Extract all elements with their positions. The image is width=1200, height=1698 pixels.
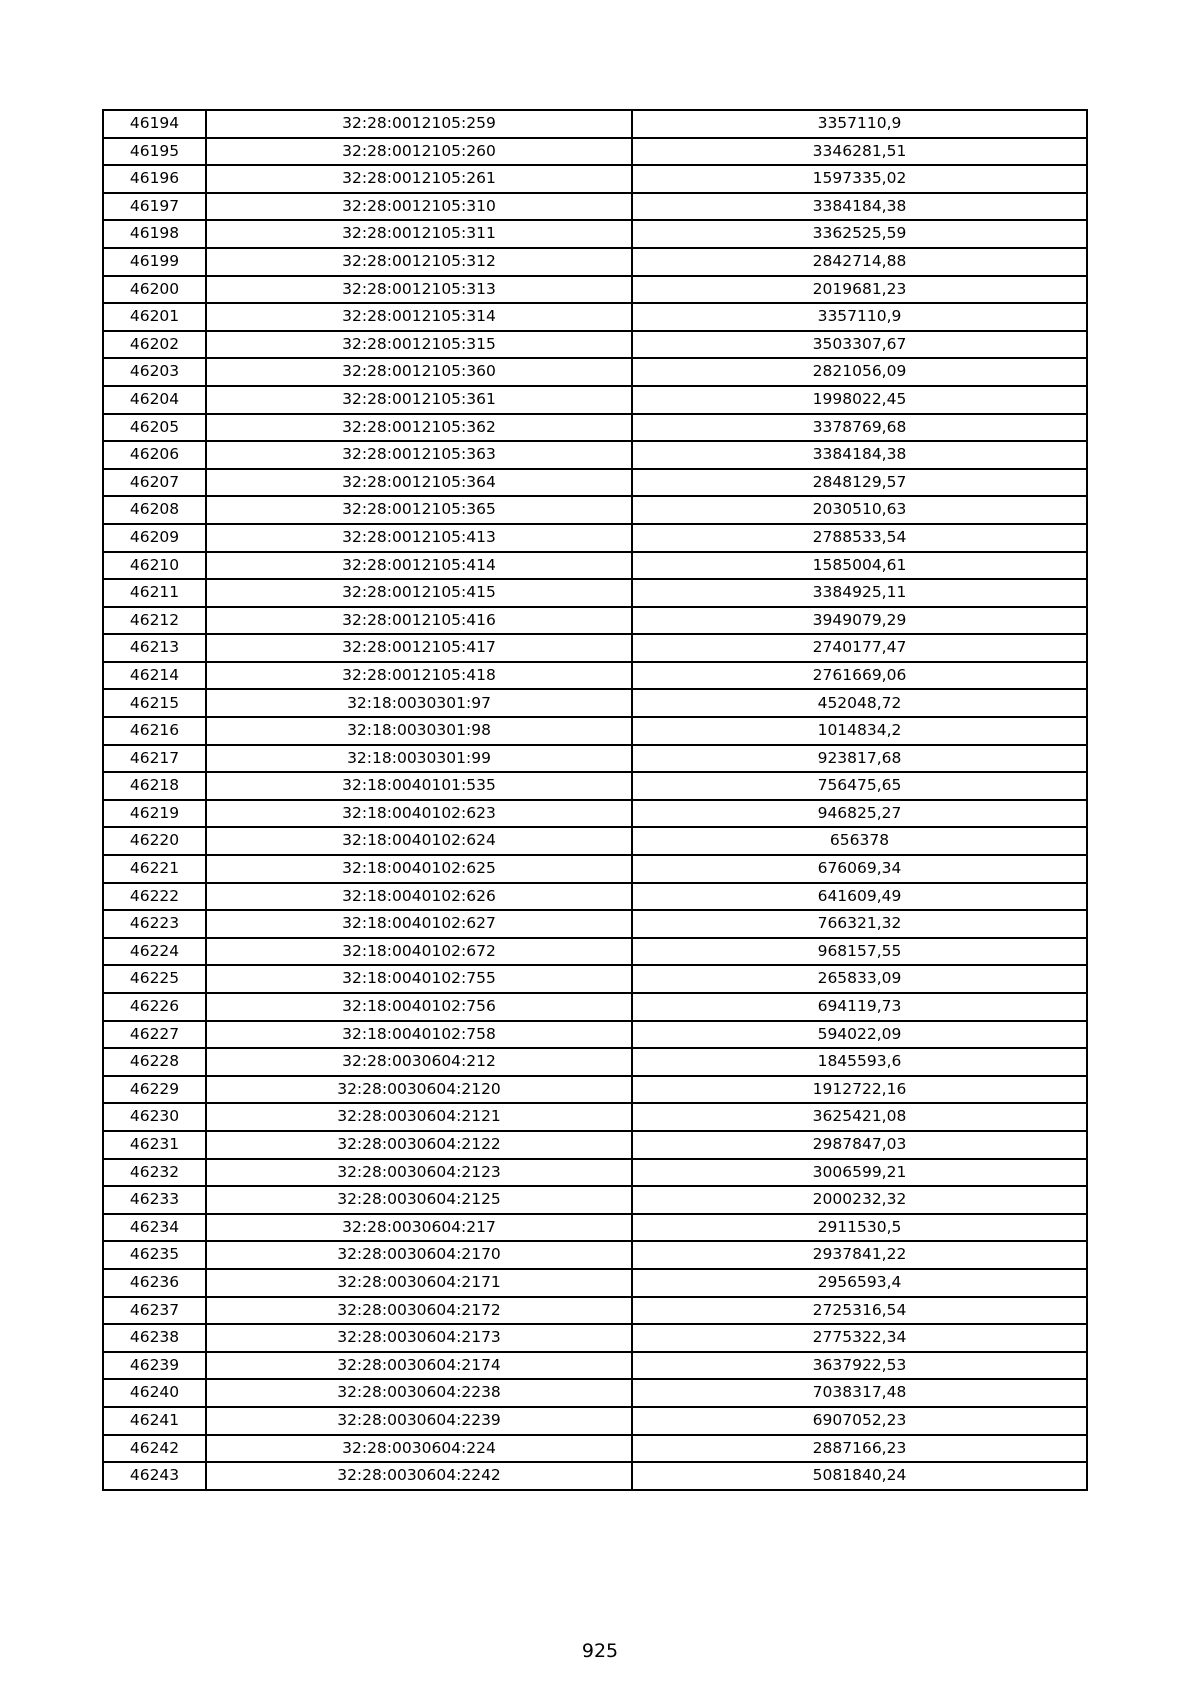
cadastral-number-cell: 32:18:0040102:755	[206, 965, 632, 993]
cadastral-number-cell: 32:18:0030301:97	[206, 689, 632, 717]
data-table	[102, 109, 1088, 1491]
row-number-cell: 46236	[103, 1269, 206, 1297]
row-number-cell: 46238	[103, 1324, 206, 1352]
cadastral-number-cell: 32:28:0030604:2170	[206, 1241, 632, 1269]
value-cell: 7038317,48	[632, 1379, 1087, 1407]
table-row	[103, 800, 1087, 828]
cadastral-number-cell: 32:28:0012105:261	[206, 165, 632, 193]
cadastral-number-cell: 32:28:0030604:2120	[206, 1076, 632, 1104]
row-number-cell: 46201	[103, 303, 206, 331]
cadastral-number-cell: 32:18:0040102:627	[206, 910, 632, 938]
value-cell: 2937841,22	[632, 1241, 1087, 1269]
row-number-cell: 46218	[103, 772, 206, 800]
row-number-cell: 46230	[103, 1103, 206, 1131]
value-cell: 946825,27	[632, 800, 1087, 828]
value-cell: 694119,73	[632, 993, 1087, 1021]
cadastral-number-cell: 32:18:0040102:672	[206, 938, 632, 966]
cadastral-number-cell: 32:28:0012105:315	[206, 331, 632, 359]
value-cell: 2987847,03	[632, 1131, 1087, 1159]
row-number-cell: 46240	[103, 1379, 206, 1407]
row-number-cell: 46208	[103, 496, 206, 524]
cadastral-number-cell: 32:28:0012105:260	[206, 138, 632, 166]
row-number-cell: 46243	[103, 1462, 206, 1490]
row-number-cell: 46223	[103, 910, 206, 938]
value-cell: 3362525,59	[632, 220, 1087, 248]
table-row	[103, 938, 1087, 966]
value-cell: 2887166,23	[632, 1435, 1087, 1463]
row-number-cell: 46213	[103, 634, 206, 662]
table-row	[103, 441, 1087, 469]
table-row	[103, 276, 1087, 304]
value-cell: 2911530,5	[632, 1214, 1087, 1242]
table-row	[103, 910, 1087, 938]
row-number-cell: 46194	[103, 110, 206, 138]
row-number-cell: 46216	[103, 717, 206, 745]
table-row	[103, 138, 1087, 166]
value-cell: 265833,09	[632, 965, 1087, 993]
table-row	[103, 524, 1087, 552]
cadastral-number-cell: 32:28:0012105:361	[206, 386, 632, 414]
row-number-cell: 46239	[103, 1352, 206, 1380]
table-row	[103, 965, 1087, 993]
row-number-cell: 46205	[103, 414, 206, 442]
table-row	[103, 1379, 1087, 1407]
row-number-cell: 46196	[103, 165, 206, 193]
value-cell: 641609,49	[632, 883, 1087, 911]
value-cell: 5081840,24	[632, 1462, 1087, 1490]
table-row	[103, 303, 1087, 331]
row-number-cell: 46242	[103, 1435, 206, 1463]
row-number-cell: 46227	[103, 1021, 206, 1049]
value-cell: 766321,32	[632, 910, 1087, 938]
row-number-cell: 46200	[103, 276, 206, 304]
table-row	[103, 1241, 1087, 1269]
value-cell: 2956593,4	[632, 1269, 1087, 1297]
table-row	[103, 358, 1087, 386]
table-row	[103, 386, 1087, 414]
cadastral-number-cell: 32:18:0030301:98	[206, 717, 632, 745]
table-row	[103, 662, 1087, 690]
row-number-cell: 46214	[103, 662, 206, 690]
row-number-cell: 46219	[103, 800, 206, 828]
table-row	[103, 248, 1087, 276]
table-row	[103, 607, 1087, 635]
cadastral-number-cell: 32:28:0030604:2123	[206, 1159, 632, 1187]
cadastral-number-cell: 32:28:0012105:312	[206, 248, 632, 276]
value-cell: 676069,34	[632, 855, 1087, 883]
table-row	[103, 634, 1087, 662]
row-number-cell: 46207	[103, 469, 206, 497]
table-row	[103, 193, 1087, 221]
row-number-cell: 46224	[103, 938, 206, 966]
table-row	[103, 1297, 1087, 1325]
value-cell: 656378	[632, 827, 1087, 855]
value-cell: 1585004,61	[632, 552, 1087, 580]
table-row	[103, 1462, 1087, 1490]
table-row	[103, 772, 1087, 800]
cadastral-number-cell: 32:28:0030604:2125	[206, 1186, 632, 1214]
cadastral-number-cell: 32:18:0030301:99	[206, 745, 632, 773]
row-number-cell: 46199	[103, 248, 206, 276]
value-cell: 1912722,16	[632, 1076, 1087, 1104]
value-cell: 2788533,54	[632, 524, 1087, 552]
row-number-cell: 46241	[103, 1407, 206, 1435]
cadastral-number-cell: 32:28:0012105:362	[206, 414, 632, 442]
table-row	[103, 220, 1087, 248]
cadastral-number-cell: 32:28:0012105:414	[206, 552, 632, 580]
row-number-cell: 46225	[103, 965, 206, 993]
cadastral-number-cell: 32:28:0030604:2238	[206, 1379, 632, 1407]
cadastral-number-cell: 32:28:0030604:2173	[206, 1324, 632, 1352]
cadastral-number-cell: 32:28:0012105:365	[206, 496, 632, 524]
table-row	[103, 1103, 1087, 1131]
value-cell: 2842714,88	[632, 248, 1087, 276]
cadastral-number-cell: 32:28:0012105:413	[206, 524, 632, 552]
value-cell: 2030510,63	[632, 496, 1087, 524]
row-number-cell: 46197	[103, 193, 206, 221]
cadastral-number-cell: 32:28:0030604:2239	[206, 1407, 632, 1435]
table-row	[103, 689, 1087, 717]
table-row	[103, 414, 1087, 442]
table-row	[103, 469, 1087, 497]
table-row	[103, 1076, 1087, 1104]
row-number-cell: 46237	[103, 1297, 206, 1325]
value-cell: 2848129,57	[632, 469, 1087, 497]
cadastral-number-cell: 32:28:0012105:363	[206, 441, 632, 469]
value-cell: 3637922,53	[632, 1352, 1087, 1380]
row-number-cell: 46203	[103, 358, 206, 386]
value-cell: 6907052,23	[632, 1407, 1087, 1435]
cadastral-number-cell: 32:28:0012105:418	[206, 662, 632, 690]
row-number-cell: 46229	[103, 1076, 206, 1104]
table-row	[103, 1186, 1087, 1214]
table-row	[103, 1048, 1087, 1076]
value-cell: 2019681,23	[632, 276, 1087, 304]
value-cell: 1845593,6	[632, 1048, 1087, 1076]
value-cell: 3384925,11	[632, 579, 1087, 607]
row-number-cell: 46204	[103, 386, 206, 414]
value-cell: 2740177,47	[632, 634, 1087, 662]
value-cell: 3503307,67	[632, 331, 1087, 359]
row-number-cell: 46211	[103, 579, 206, 607]
cadastral-number-cell: 32:18:0040102:625	[206, 855, 632, 883]
value-cell: 2761669,06	[632, 662, 1087, 690]
row-number-cell: 46212	[103, 607, 206, 635]
cadastral-number-cell: 32:18:0040102:626	[206, 883, 632, 911]
value-cell: 923817,68	[632, 745, 1087, 773]
table-row	[103, 883, 1087, 911]
row-number-cell: 46202	[103, 331, 206, 359]
table-body	[103, 110, 1087, 1490]
row-number-cell: 46221	[103, 855, 206, 883]
row-number-cell: 46195	[103, 138, 206, 166]
row-number-cell: 46234	[103, 1214, 206, 1242]
table-row	[103, 1407, 1087, 1435]
value-cell: 1014834,2	[632, 717, 1087, 745]
table-row	[103, 110, 1087, 138]
cadastral-number-cell: 32:28:0012105:313	[206, 276, 632, 304]
cadastral-number-cell: 32:28:0012105:311	[206, 220, 632, 248]
row-number-cell: 46222	[103, 883, 206, 911]
value-cell: 2725316,54	[632, 1297, 1087, 1325]
table-row	[103, 993, 1087, 1021]
table-row	[103, 1269, 1087, 1297]
value-cell: 3346281,51	[632, 138, 1087, 166]
value-cell: 3378769,68	[632, 414, 1087, 442]
value-cell: 452048,72	[632, 689, 1087, 717]
table-row	[103, 165, 1087, 193]
row-number-cell: 46210	[103, 552, 206, 580]
row-number-cell: 46231	[103, 1131, 206, 1159]
cadastral-number-cell: 32:28:0012105:310	[206, 193, 632, 221]
table-row	[103, 579, 1087, 607]
value-cell: 3949079,29	[632, 607, 1087, 635]
cadastral-number-cell: 32:18:0040102:758	[206, 1021, 632, 1049]
table-row	[103, 717, 1087, 745]
table-row	[103, 331, 1087, 359]
cadastral-number-cell: 32:28:0012105:364	[206, 469, 632, 497]
value-cell: 2000232,32	[632, 1186, 1087, 1214]
cadastral-number-cell: 32:28:0030604:224	[206, 1435, 632, 1463]
cadastral-number-cell: 32:28:0030604:2122	[206, 1131, 632, 1159]
table-row	[103, 745, 1087, 773]
table-row	[103, 827, 1087, 855]
cadastral-number-cell: 32:28:0030604:2171	[206, 1269, 632, 1297]
cadastral-number-cell: 32:28:0012105:415	[206, 579, 632, 607]
value-cell: 756475,65	[632, 772, 1087, 800]
table-row	[103, 1021, 1087, 1049]
cadastral-number-cell: 32:28:0030604:2242	[206, 1462, 632, 1490]
cadastral-number-cell: 32:18:0040101:535	[206, 772, 632, 800]
value-cell: 594022,09	[632, 1021, 1087, 1049]
value-cell: 1597335,02	[632, 165, 1087, 193]
value-cell: 3006599,21	[632, 1159, 1087, 1187]
table-row	[103, 1435, 1087, 1463]
row-number-cell: 46228	[103, 1048, 206, 1076]
cadastral-number-cell: 32:18:0040102:624	[206, 827, 632, 855]
cadastral-number-cell: 32:28:0030604:2172	[206, 1297, 632, 1325]
value-cell: 1998022,45	[632, 386, 1087, 414]
row-number-cell: 46233	[103, 1186, 206, 1214]
value-cell: 3384184,38	[632, 441, 1087, 469]
row-number-cell: 46206	[103, 441, 206, 469]
cadastral-number-cell: 32:28:0012105:417	[206, 634, 632, 662]
row-number-cell: 46235	[103, 1241, 206, 1269]
table-row	[103, 1352, 1087, 1380]
table-row	[103, 1214, 1087, 1242]
cadastral-number-cell: 32:18:0040102:623	[206, 800, 632, 828]
table-row	[103, 552, 1087, 580]
cadastral-number-cell: 32:28:0012105:416	[206, 607, 632, 635]
table-row	[103, 1159, 1087, 1187]
row-number-cell: 46198	[103, 220, 206, 248]
table-row	[103, 496, 1087, 524]
value-cell: 2821056,09	[632, 358, 1087, 386]
table-row	[103, 1324, 1087, 1352]
value-cell: 968157,55	[632, 938, 1087, 966]
cadastral-number-cell: 32:18:0040102:756	[206, 993, 632, 1021]
row-number-cell: 46232	[103, 1159, 206, 1187]
table-row	[103, 1131, 1087, 1159]
cadastral-number-cell: 32:28:0030604:2121	[206, 1103, 632, 1131]
cadastral-number-cell: 32:28:0012105:259	[206, 110, 632, 138]
value-cell: 3625421,08	[632, 1103, 1087, 1131]
row-number-cell: 46220	[103, 827, 206, 855]
table-row	[103, 855, 1087, 883]
cadastral-number-cell: 32:28:0030604:2174	[206, 1352, 632, 1380]
row-number-cell: 46215	[103, 689, 206, 717]
value-cell: 2775322,34	[632, 1324, 1087, 1352]
value-cell: 3357110,9	[632, 110, 1087, 138]
cadastral-number-cell: 32:28:0012105:360	[206, 358, 632, 386]
page-number: 925	[581, 1640, 619, 1662]
row-number-cell: 46217	[103, 745, 206, 773]
row-number-cell: 46226	[103, 993, 206, 1021]
row-number-cell: 46209	[103, 524, 206, 552]
value-cell: 3384184,38	[632, 193, 1087, 221]
cadastral-number-cell: 32:28:0030604:212	[206, 1048, 632, 1076]
value-cell: 3357110,9	[632, 303, 1087, 331]
cadastral-number-cell: 32:28:0030604:217	[206, 1214, 632, 1242]
cadastral-number-cell: 32:28:0012105:314	[206, 303, 632, 331]
